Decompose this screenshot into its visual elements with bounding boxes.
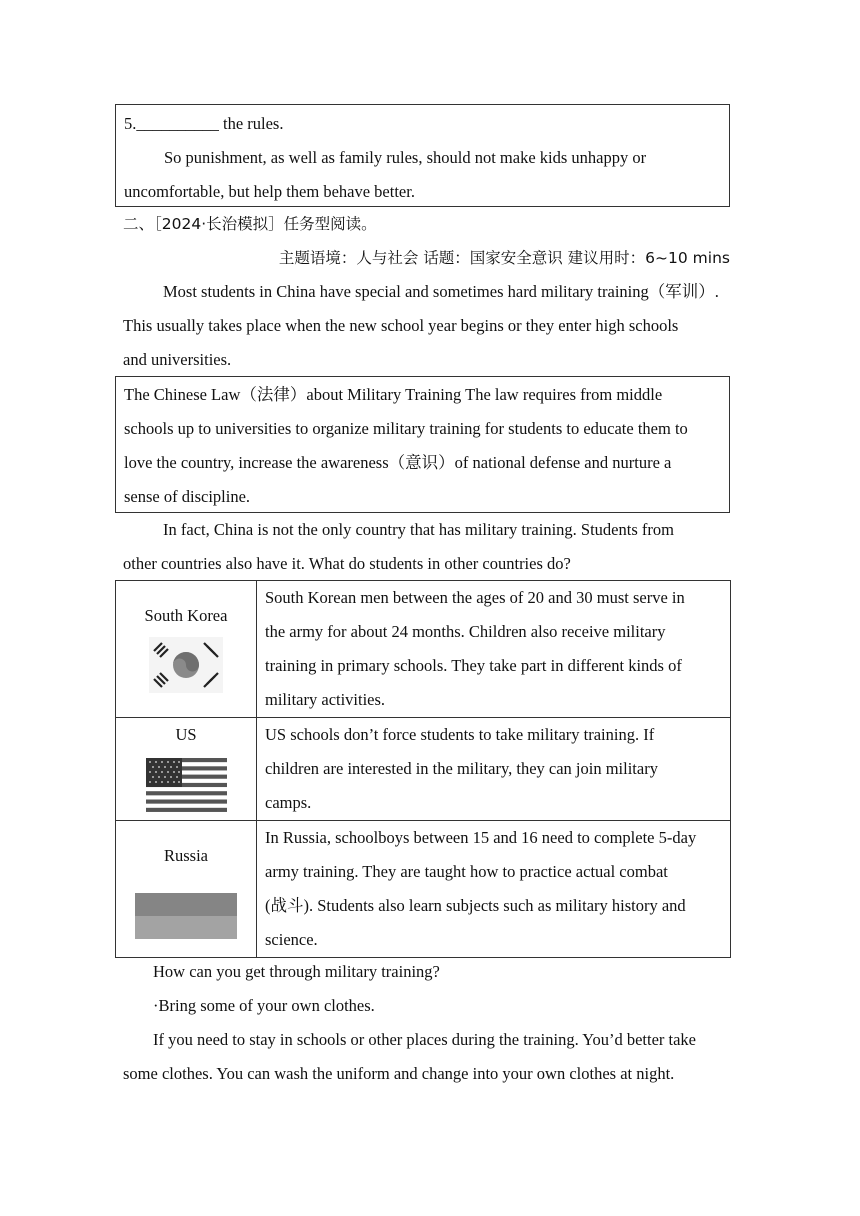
intro-line-3: and universities. [123, 350, 232, 369]
intro-line-2: This usually takes place when the new school year begins or they enter high schools [123, 316, 679, 335]
rule-five-box [115, 104, 730, 207]
description-line: the army for about 24 months. Children also receive military [265, 622, 666, 641]
law-line-3: love the country, increase the awareness（意识）of national defense and nurture a [124, 453, 672, 472]
subheading-text: 主题语境：人与社会 话题：国家安全意识 建议用时：6~10 mins [278, 249, 730, 267]
country-name: US [175, 725, 197, 744]
description-line: army training. They are taught how to practice actual combat [265, 862, 668, 881]
country-cell [116, 718, 257, 821]
country-name: Russia [163, 846, 208, 865]
description-line: In Russia, schoolboys between 15 and 16 need to complete 5-day [265, 828, 697, 847]
law-line-4: sense of discipline. [124, 487, 251, 506]
law-line-1: The Chinese Law（法律）about Military Training The law requires from middle [124, 385, 663, 404]
us-flag-icon [146, 758, 227, 817]
chinese-law-box [115, 376, 730, 513]
description-line: science. [265, 930, 318, 949]
para2-line-2: other countries also have it. What do students in other countries do? [123, 554, 571, 573]
intro-line-1: Most students in China have special and sometimes hard military training（军训）. [163, 282, 719, 301]
table-row-us [116, 718, 731, 821]
countries-table [115, 580, 731, 958]
description-line: training in primary schools. They take part in different kinds of [265, 656, 682, 675]
country-name: South Korea [144, 606, 228, 625]
country-cell [116, 581, 257, 718]
description-line: children are interested in the military, they can join military [265, 759, 658, 778]
russia-flag-icon [135, 893, 237, 944]
country-cell [116, 821, 257, 958]
table-row-south-korea [116, 581, 731, 718]
description-line: South Korean men between the ages of 20 and 30 must serve in [265, 588, 685, 607]
law-line-2: schools up to universities to organize military training for students to educate them to [124, 419, 688, 438]
punishment-line: So punishment, as well as family rules, should not make kids unhappy or [164, 148, 647, 167]
punishment-line-cont: uncomfortable, but help them behave better. [124, 182, 415, 201]
section-subheading [279, 241, 730, 275]
section-heading: 二、［2024·长治模拟］任务型阅读。 [123, 215, 377, 233]
description-line: US schools don’t force students to take military training. If [265, 725, 655, 744]
description-line: camps. [265, 793, 312, 812]
description-line: military activities. [265, 690, 386, 709]
country-description-cell [257, 821, 731, 958]
country-description-cell [257, 581, 731, 718]
table-row-russia [116, 821, 731, 958]
para2-line-1: In fact, China is not the only country that has military training. Students from [163, 520, 674, 539]
description-line: (战斗). Students also learn subjects such as military history and [265, 896, 686, 915]
tips-line-1: If you need to stay in schools or other places during the training. You’d better take [153, 1030, 697, 1049]
tips-bullet: ·Bring some of your own clothes. [153, 996, 375, 1015]
country-description-cell [257, 718, 731, 821]
blank-five-line: 5.__________ the rules. [124, 114, 284, 133]
tips-question: How can you get through military training? [153, 962, 440, 981]
south-korea-flag-icon [149, 637, 223, 698]
tips-line-2: some clothes. You can wash the uniform and change into your own clothes at night. [123, 1064, 675, 1083]
